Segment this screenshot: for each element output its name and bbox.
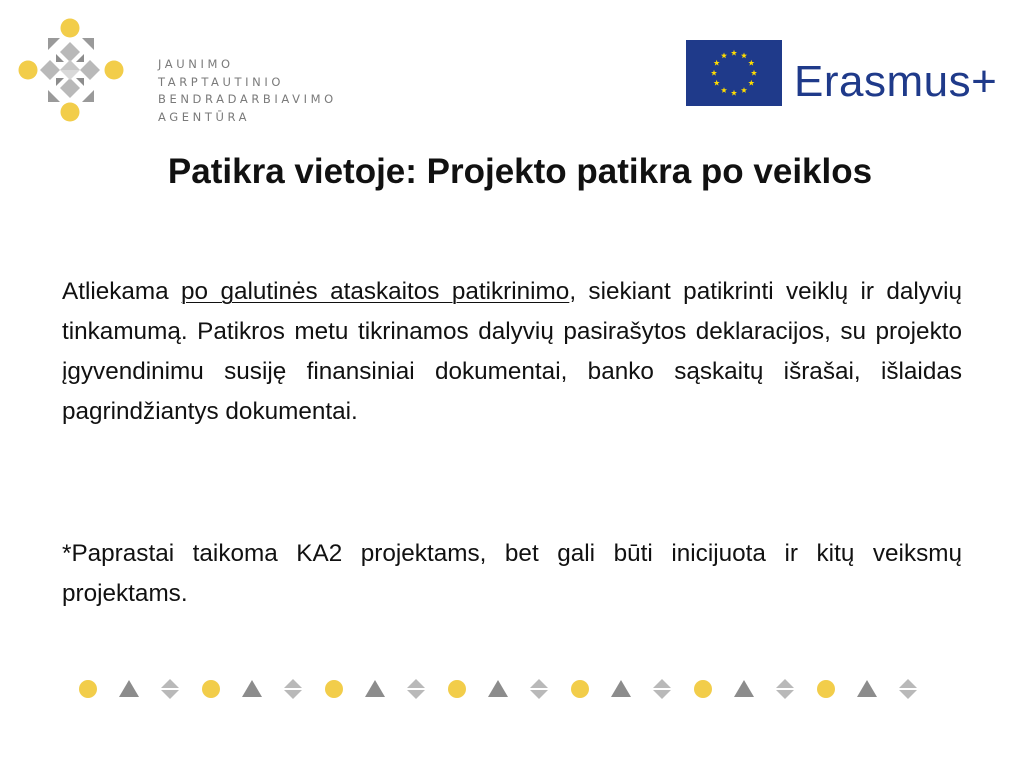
agency-logo [18, 18, 337, 124]
agency-name [158, 56, 337, 126]
gray-triangle-icon [242, 680, 262, 697]
agency-name-line: TARPTAUTINIO [158, 74, 285, 89]
paragraph-rest: , siekiant patikrinti veiklų ir dalyvių tinkamumą. Patikros metu tikrinamos dalyvių pasirašytos deklaracijos, su projekto įgyvendinimu susiję finansiniai dokumentai, banko sąskaitų išrašai, išlaidas pagrindžiantys dokumentai. [62, 278, 962, 425]
gray-triangle-icon [857, 680, 877, 697]
gray-triangle-icon [488, 680, 508, 697]
agency-logo-icon [18, 18, 126, 122]
yellow-dot-icon [694, 680, 712, 698]
erasmus-logo [686, 38, 1016, 108]
eu-flag-icon [686, 40, 782, 106]
yellow-dot-icon [817, 680, 835, 698]
yellow-dot-icon [325, 680, 343, 698]
split-diamond-icon [653, 679, 671, 699]
slide-title: Patikra vietoje: Projekto patikra po veiklos [167, 152, 873, 191]
split-diamond-icon [407, 679, 425, 699]
yellow-dot-icon [571, 680, 589, 698]
split-diamond-icon [284, 679, 302, 699]
main-paragraph [62, 272, 962, 432]
agency-name-line: AGENTŪRA [158, 109, 251, 124]
erasmus-label: Erasmus+ [794, 57, 998, 106]
agency-name-line: BENDRADARBIAVIMO [158, 92, 337, 106]
gray-triangle-icon [734, 680, 754, 697]
gray-triangle-icon [365, 680, 385, 697]
underlined-phrase: po galutinės ataskaitos patikrinimo [181, 278, 570, 305]
split-diamond-icon [161, 679, 179, 699]
yellow-dot-icon [448, 680, 466, 698]
split-diamond-icon [899, 679, 917, 699]
split-diamond-icon [776, 679, 794, 699]
yellow-dot-icon [79, 680, 97, 698]
paragraph-lead: Atliekama [62, 278, 182, 305]
decorative-footer-row [76, 676, 926, 702]
yellow-dot-icon [202, 680, 220, 698]
gray-triangle-icon [611, 680, 631, 697]
agency-name-line: JAUNIMO [158, 57, 234, 71]
gray-triangle-icon [119, 680, 139, 697]
note-paragraph: *Paprastai taikoma KA2 projektams, bet gali būti inicijuota ir kitų veiksmų projektams. [62, 540, 962, 607]
split-diamond-icon [530, 679, 548, 699]
